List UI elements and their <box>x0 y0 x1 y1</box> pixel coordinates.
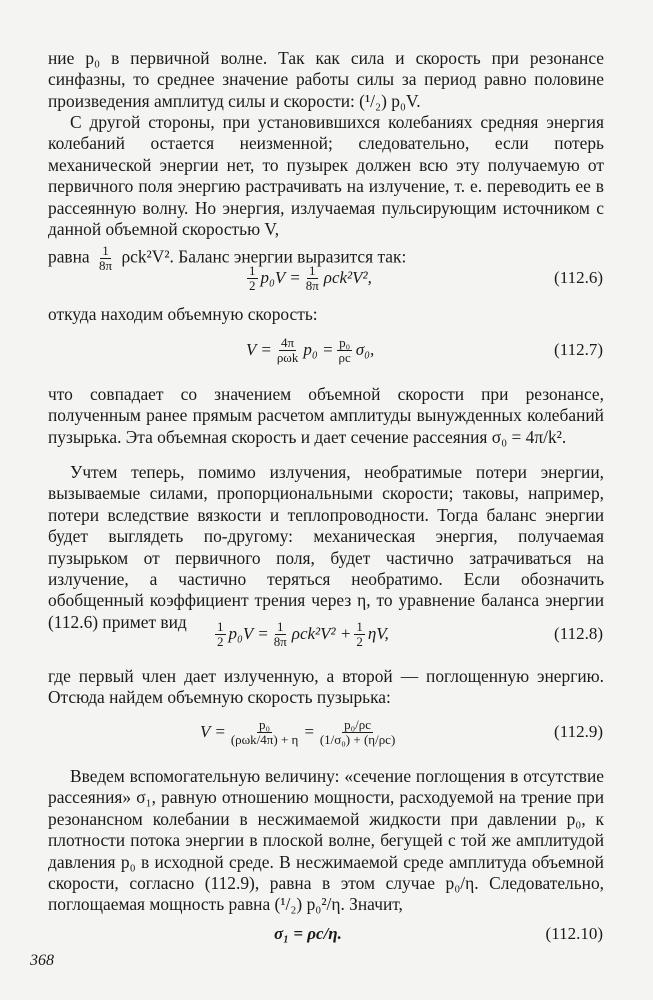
fraction-half: $\frac{1}{2}$ <box>356 618 363 649</box>
equation-number: (112.6) <box>554 268 603 287</box>
paragraph-1 <box>48 48 604 112</box>
equation-112-10: σ₁ = ρc/η. (112.10) <box>0 914 653 954</box>
equation-number: (112.10) <box>545 924 603 943</box>
fraction-1-over-8pi: $\frac{1}{8\pi}$ <box>273 618 287 649</box>
equation-number: (112.9) <box>554 722 603 741</box>
fraction-half: $\frac{1}{2}$ <box>217 618 224 649</box>
fraction-1-over-8pi: $\frac{1}{8\pi}$ <box>305 262 319 293</box>
fraction-eq9-second: $\frac{\text{p₀/ρc}}{\text{(1/σ₀) + (η/ρc)}}$ <box>319 716 396 747</box>
paragraph-2 <box>48 112 604 273</box>
page-number: 368 <box>30 952 54 969</box>
equation-112-8: $\frac{1}{2}$ p₀V = $\frac{1}{8\pi}$ ρck²V² + $\frac{1}{2}$ ηV, (112.8) <box>0 614 653 654</box>
equation-112-6: $\frac{1}{2}$ p₀V = $\frac{1}{8\pi}$ ρck²V², (112.6) <box>0 258 653 298</box>
paragraph-7: Введем вспомогательную величину: «сечение поглощения в отсутствие рассеяния» σ₁, равную отношению мощности, расходуемой на трение при резонансном колебании в несжимаемой жидкости при давлении p₀, к плотности потока энергии в плоской волне, бегущей с той же амплитудой давления p₀ в исходной среде. В несжимаемой среде амплитуда объемной скорости, согласно (112.9), равна в этом случае p₀/η. Следовательно, поглощаемая мощность равна (¹/₂) p₀²/η. Значит, <box>48 766 604 915</box>
equation-number: (112.8) <box>554 624 603 643</box>
fraction-eq9-first: $\frac{\text{p₀}}{\text{(ρωk/4π) + η}}$ <box>230 716 299 747</box>
paragraph-2-prefix: равна <box>48 246 90 267</box>
paragraph-4: что совпадает со значением объемной скорости при резонансе, полученным ранее прямым расчетом амплитуды вынужденных колебаний пузырька. Эта объемная скорость и дает сечение рассеяния σ₀ = 4π/k². <box>48 384 604 447</box>
paragraph-6: где первый член дает излученную, а второй — поглощенную энергию. Отсюда найдем объемную скорость пузырька: <box>48 666 604 708</box>
equation-112-9: V = $\frac{\text{p₀}}{\text{(ρωk/4π) + η}}$ = $\frac{\text{p₀/ρc}}{\text{(1/σ₀) + (η/ρc)}}$ (112.9) <box>0 712 653 752</box>
fraction-half: $\frac{1}{2}$ <box>249 262 256 293</box>
fraction-p0-over-rhoc: $\frac{\text{p₀}}{\rho c}$ <box>338 334 351 365</box>
equation-number: (112.7) <box>554 340 603 359</box>
equation-112-7: V = $\frac{4\pi}{\text{ρωk}}$ p₀ = $\frac{\text{p₀}}{\rho c}$ σ₀, (112.7) <box>0 330 653 370</box>
paragraph-1-text: ние p₀ в первичной волне. Так как сила и скорость при резонансе синфазны, то среднее значение работы силы за период равно половине произведения амплитуд силы и скорости: (¹/₂) p₀V. <box>48 48 604 111</box>
paragraph-3: откуда находим объемную скорость: <box>48 304 318 324</box>
paragraph-2-suffix: ρck²V². Баланс энергии выразится так: <box>121 246 407 267</box>
paragraph-2-text: С другой стороны, при установившихся колебаниях средняя энергия колебаний остается неизменной; следовательно, если потерь механической энергии нет, то пузырек должен всю эту получаемую от первичного поля энергию растрачивать на излучение, т. е. переводить ее в рассеянную волну. Но энергия, излучаемая пульсирующим источником с данной объемной скоростью V, <box>48 112 604 240</box>
paragraph-5: Учтем теперь, помимо излучения, необратимые потери энергии, вызываемые силами, пропорциональными скорости; таковы, например, потери вследствие вязкости и теплопроводности. Тогда баланс энергии будет выглядеть по-другому: механическая энергия, получаемая пузырьком от первичного поля, будет частично затрачиваться на излучение, а частично теряться необратимо. Если обозначить обобщенный коэффициент трения через η, то уравнение баланса энергии (112.6) примет вид <box>48 462 604 632</box>
fraction-4pi-over-rhowk: $\frac{4\pi}{\text{ρωk}}$ <box>276 334 299 365</box>
fraction-1-over-8pi: $\frac{1}{8\pi}$ <box>99 243 113 274</box>
